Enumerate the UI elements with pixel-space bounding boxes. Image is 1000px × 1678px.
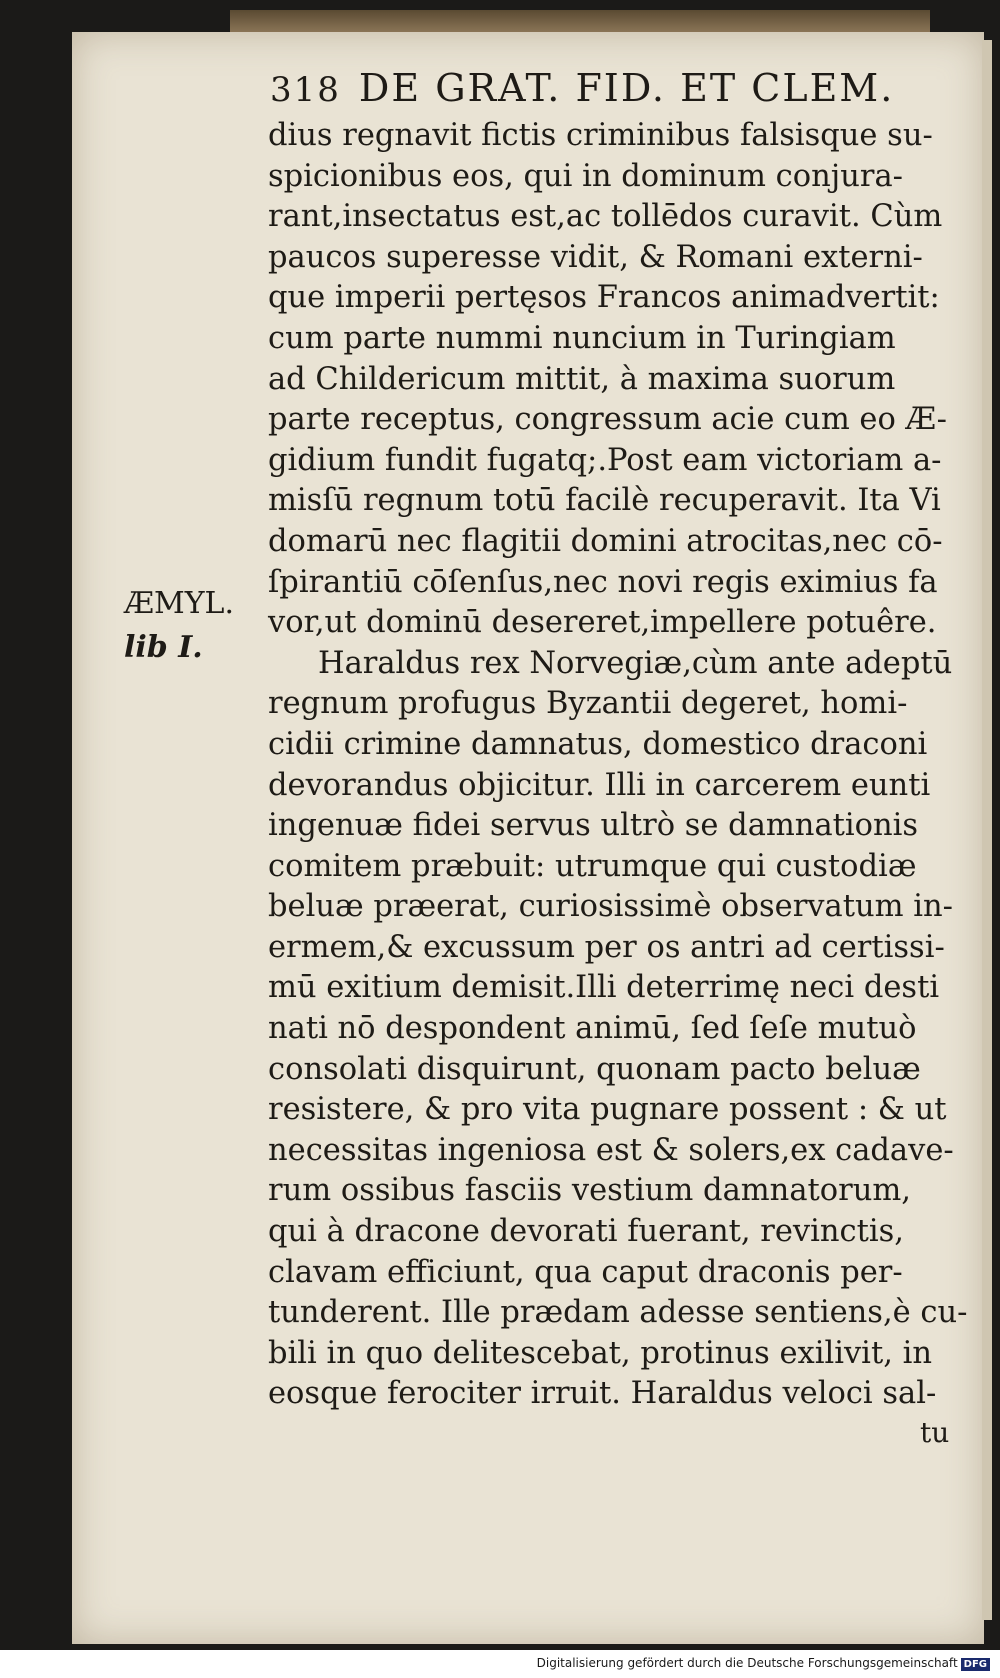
marginal-note [124, 582, 234, 670]
text-line: beluæ præerat, curiosissimè observatum in- [268, 889, 953, 925]
marginal-author: ÆMYL. [124, 586, 235, 621]
body-text [268, 116, 968, 1415]
credit-text: Digitalisierung gefördert durch die Deutsche Forschungsgemeinschaft [536, 1656, 958, 1670]
text-line: rant,insectatus est,ac tollēdos curavit. Cùm [268, 199, 943, 235]
text-line: domarū nec flagitii domini atrocitas,nec cō- [268, 523, 943, 559]
text-line: devorandus objicitur. Illi in carcerem eunti [268, 767, 931, 803]
digitization-credit [537, 1656, 990, 1671]
text-line: regnum profugus Byzantii degeret, homi- [268, 686, 908, 722]
text-line: dius regnavit fictis criminibus falsisque su- [268, 118, 933, 153]
dfg-logo: DFG [961, 1658, 990, 1671]
text-line: comitem præbuit: utrumque qui custodiæ [268, 848, 917, 884]
text-line: consolati disquirunt, quonam pacto beluæ [268, 1051, 921, 1087]
text-line: bili in quo delitescebat, protinus exilivit, in [268, 1335, 932, 1371]
page-number: 318 [270, 70, 341, 110]
text-line: Haraldus rex Norvegiæ,cùm ante adeptū [318, 645, 953, 681]
running-head [270, 66, 894, 110]
text-line: clavam efficiunt, qua caput draconis per- [268, 1254, 903, 1290]
running-title: DE GRAT. FID. ET CLEM. [358, 66, 895, 110]
text-line: parte receptus, congressum acie cum eo Æ- [268, 402, 947, 438]
marginal-reference: lib I. [124, 630, 203, 665]
text-line: gidium fundit fugatq;.Post eam victoriam a- [268, 442, 942, 478]
text-line: paucos superesse vidit, & Romani externi- [268, 239, 923, 275]
text-line: ſpirantiū cōſenſus,nec novi regis eximius fa [268, 564, 938, 600]
text-line: vor,ut dominū desereret,impellere potuêre. [268, 605, 937, 641]
catchword: tu [920, 1416, 950, 1449]
text-line: cum parte nummi nuncium in Turingiam [268, 320, 896, 356]
text-line: rum ossibus fasciis vestium damnatorum, [268, 1173, 911, 1209]
text-line: ingenuæ fidei servus ultrò se damnationis [268, 808, 919, 844]
text-line: ermem,& excussum per os antri ad certissi- [268, 929, 945, 965]
text-line: spicionibus eos, qui in dominum conjura- [268, 158, 903, 194]
text-line: misſū regnum totū facilè recuperavit. Ita Vi [268, 483, 941, 519]
text-line: qui à dracone devorati fuerant, revinctis, [268, 1214, 904, 1250]
text-line: cidii crimine damnatus, domestico draconi [268, 726, 928, 762]
text-line: mū exitium demisit.Illi deterrimę neci desti [268, 970, 940, 1006]
text-line: nati nō despondent animū, ſed ſeſe mutuò [268, 1011, 917, 1047]
text-line: necessitas ingeniosa est & solers,ex cadave- [268, 1132, 954, 1168]
text-line: tunderent. Ille prædam adesse sentiens,è cu- [268, 1295, 968, 1331]
text-line: que imperii pertęsos Francos animadvertit: [268, 280, 940, 316]
page-fore-edge [982, 40, 992, 1620]
page-top-edge [230, 10, 930, 32]
text-line: ad Childericum mittit, à maxima suorum [268, 361, 896, 397]
text-line: resistere, & pro vita pugnare possent : & ut [268, 1092, 947, 1128]
text-line: eosque ferociter irruit. Haraldus veloci sal- [268, 1376, 937, 1412]
